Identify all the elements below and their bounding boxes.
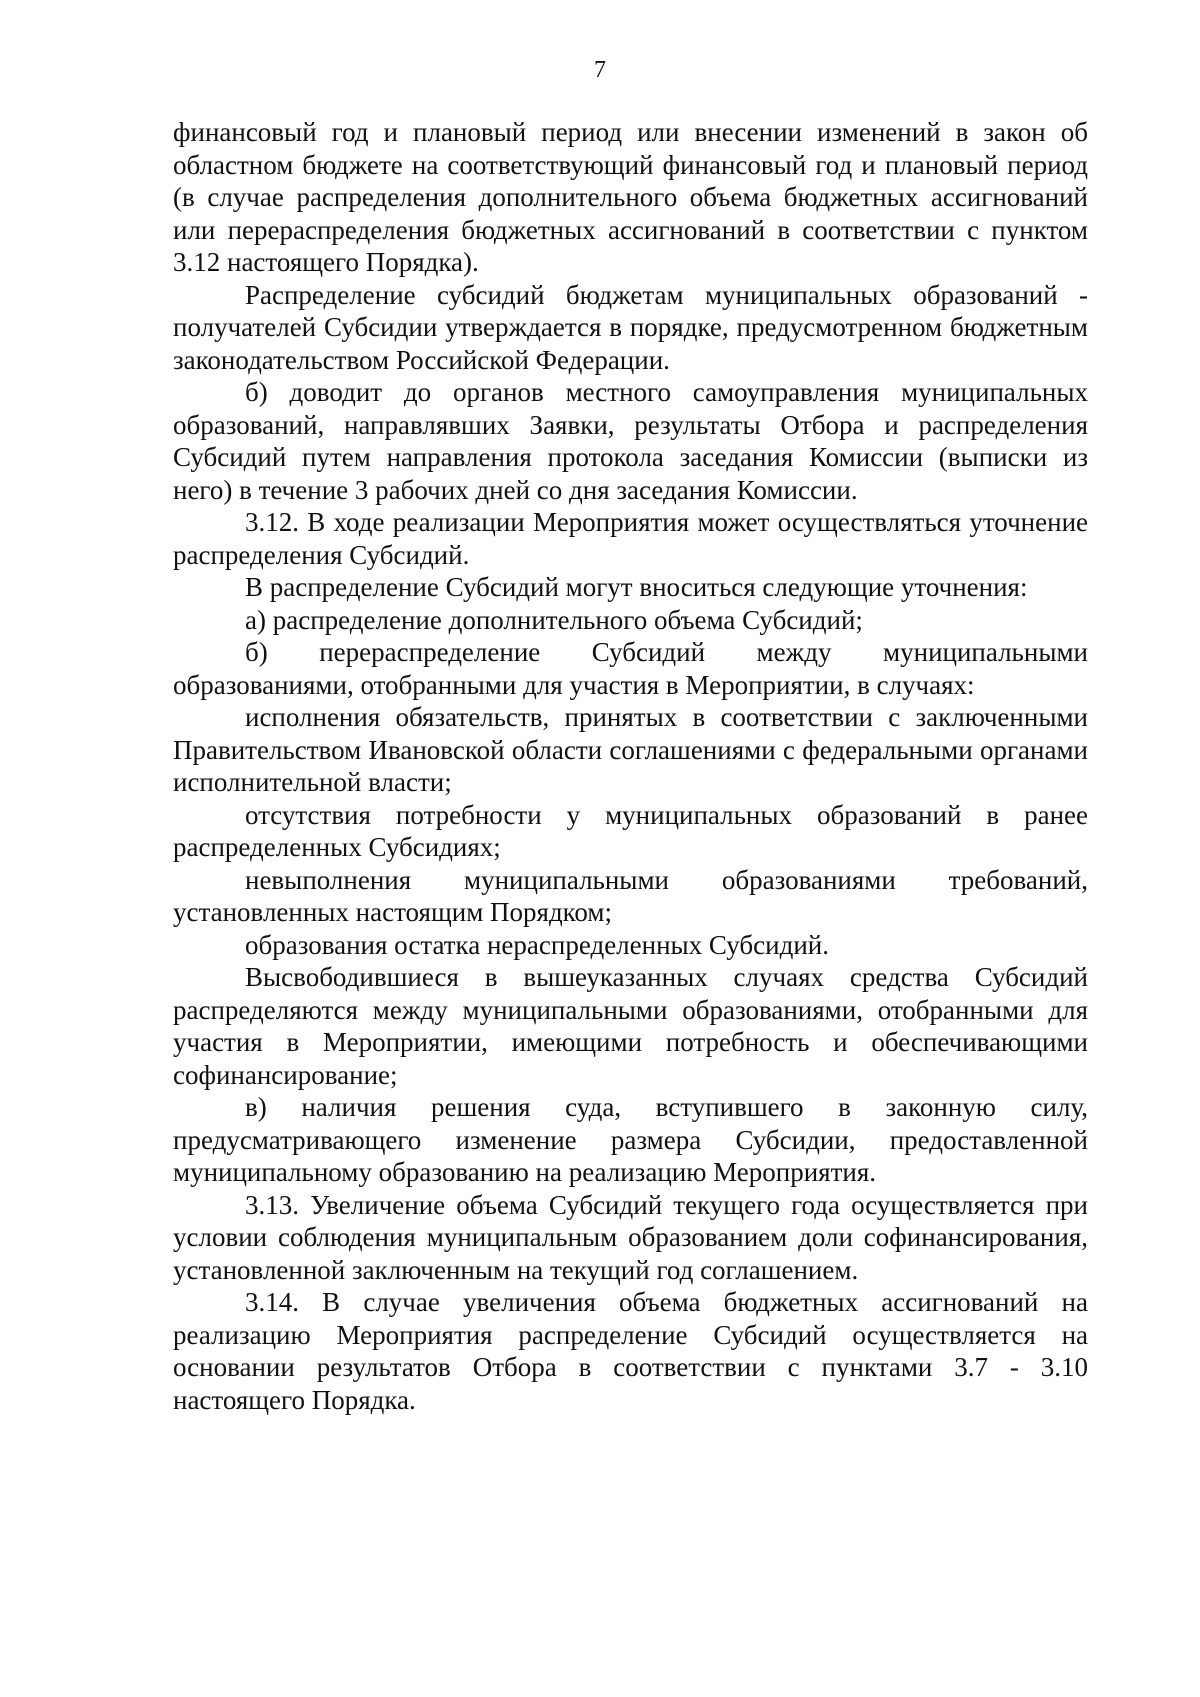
body-text xyxy=(173,116,1088,1416)
paragraph: Распределение субсидий бюджетам муниципальных образований - получателей Субсидии утверждается в порядке, предусмотренном бюджетным законодательством Российской Федерации. xyxy=(173,279,1088,375)
paragraph: б) доводит до органов местного самоуправления муниципальных образований, направлявших Заявки, результаты Отбора и распределения Субсидий путем направления протокола заседания Комиссии (выписки из него) в течение 3 рабочих дней со дня заседания Комиссии. xyxy=(173,377,1088,505)
paragraph: В распределение Субсидий могут вноситься следующие уточнения: xyxy=(245,572,1028,602)
paragraph: исполнения обязательств, принятых в соответствии с заключенными Правительством Ивановской области соглашениями с федеральными органами исполнительной власти; xyxy=(173,702,1088,797)
paragraph: Высвободившиеся в вышеуказанных случаях средства Субсидий распределяются между муниципальными образованиями, отобранными для участия в Мероприятии, имеющими потребность и обеспечивающими софинансирование; xyxy=(173,962,1088,1090)
paragraph: 3.13. Увеличение объема Субсидий текущего года осуществляется при условии соблюдения муниципальным образованием доли софинансирования, установленной заключенным на текущий год соглашением. xyxy=(173,1189,1088,1285)
paragraph: невыполнения муниципальными образованиями требований, установленных настоящим Порядком; xyxy=(173,864,1088,927)
paragraph: а) распределение дополнительного объема Субсидий; xyxy=(245,604,863,635)
paragraph: 3.12. В ходе реализации Мероприятия может осуществляться уточнение распределения Субсидий. xyxy=(173,507,1088,570)
page-number: 7 xyxy=(594,57,606,83)
paragraph: отсутствия потребности у муниципальных образований в ранее распределенных Субсидиях; xyxy=(173,799,1088,862)
paragraph: в) наличия решения суда, вступившего в законную силу, предусматривающего изменение размера Субсидии, предоставленной муниципальному образованию на реализацию Мероприятия. xyxy=(173,1092,1088,1187)
paragraph: образования остатка нераспределенных Субсидий. xyxy=(245,929,829,960)
paragraph: финансовый год и плановый период или внесении изменений в закон об областном бюджете на соответствующий финансовый год и плановый период (в случае распределения дополнительного объема бюджетных ассигнований или перераспределения бюджетных ассигнований в соответствии с пунктом 3.12 настоящего Порядка). xyxy=(173,117,1088,277)
paragraph: б) перераспределение Субсидий между муниципальными образованиями, отобранными для участия в Мероприятии, в случаях: xyxy=(173,637,1088,700)
paragraph: 3.14. В случае увеличения объема бюджетных ассигнований на реализацию Мероприятия распределение Субсидий осуществляется на основании результатов Отбора в соответствии с пунктами 3.7 - 3.10 настоящего Порядка. xyxy=(173,1287,1088,1415)
